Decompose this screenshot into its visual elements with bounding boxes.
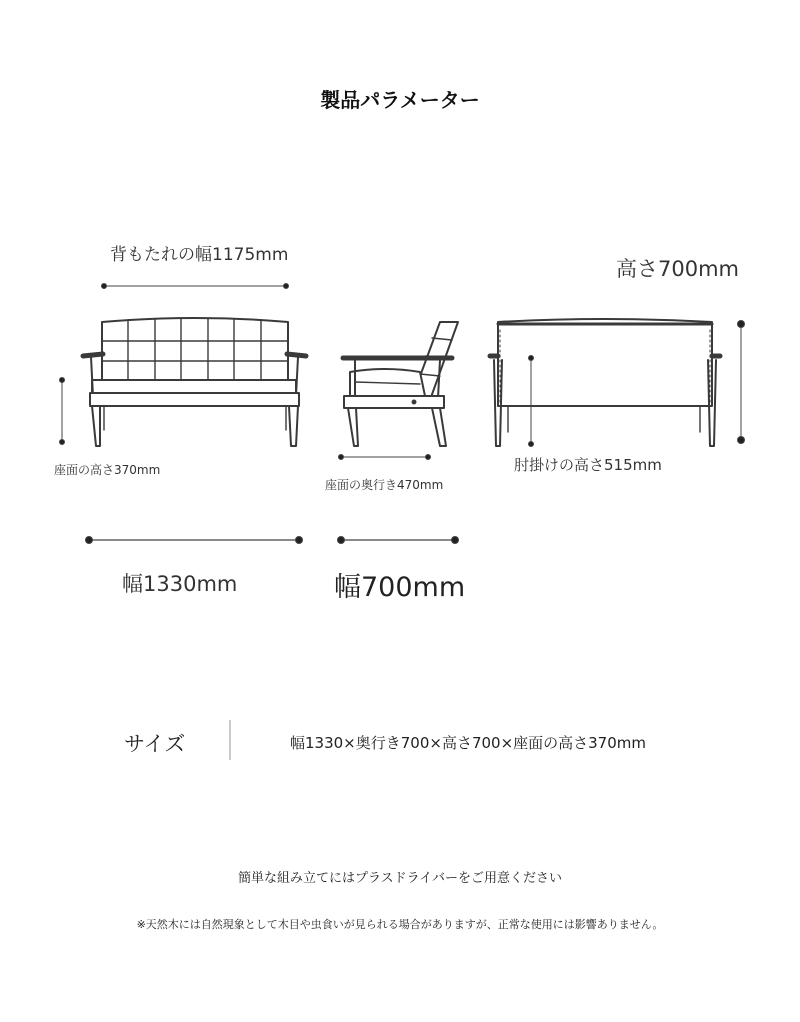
seat-height-label: 座面の高さ370mm bbox=[54, 463, 161, 477]
armrest-height-label: 肘掛けの高さ515mm bbox=[514, 456, 662, 474]
height-dimension-line bbox=[738, 321, 745, 444]
assembly-note: 簡単な組み立てにはプラスドライバーをご用意ください bbox=[238, 871, 562, 886]
size-heading: サイズ bbox=[124, 732, 186, 756]
size-value: 幅1330×奥行き700×高さ700×座面の高さ370mm bbox=[290, 734, 646, 752]
side-width-label: 幅700mm bbox=[334, 572, 466, 603]
wood-disclaimer: ※天然木には自然現象として木目や虫食いが見られる場合がありますが、正常な使用には影響ありません。 bbox=[136, 918, 664, 931]
sofa-side-view bbox=[343, 322, 458, 446]
height-label: 高さ700mm bbox=[616, 257, 739, 281]
front-width-label: 幅1330mm bbox=[122, 572, 238, 596]
side-width-dimension-line bbox=[338, 537, 459, 544]
page-title: 製品パラメーター bbox=[320, 88, 480, 112]
seat-height-dimension-line bbox=[60, 378, 65, 445]
back-width-dimension-line bbox=[102, 284, 289, 289]
seat-depth-dimension-line bbox=[339, 455, 431, 460]
sofa-front-view bbox=[83, 318, 306, 446]
back-width-label: 背もたれの幅1175mm bbox=[110, 245, 289, 265]
front-width-dimension-line bbox=[86, 537, 303, 544]
seat-depth-label: 座面の奥行き470mm bbox=[325, 478, 444, 492]
sofa-back-view bbox=[490, 319, 720, 446]
